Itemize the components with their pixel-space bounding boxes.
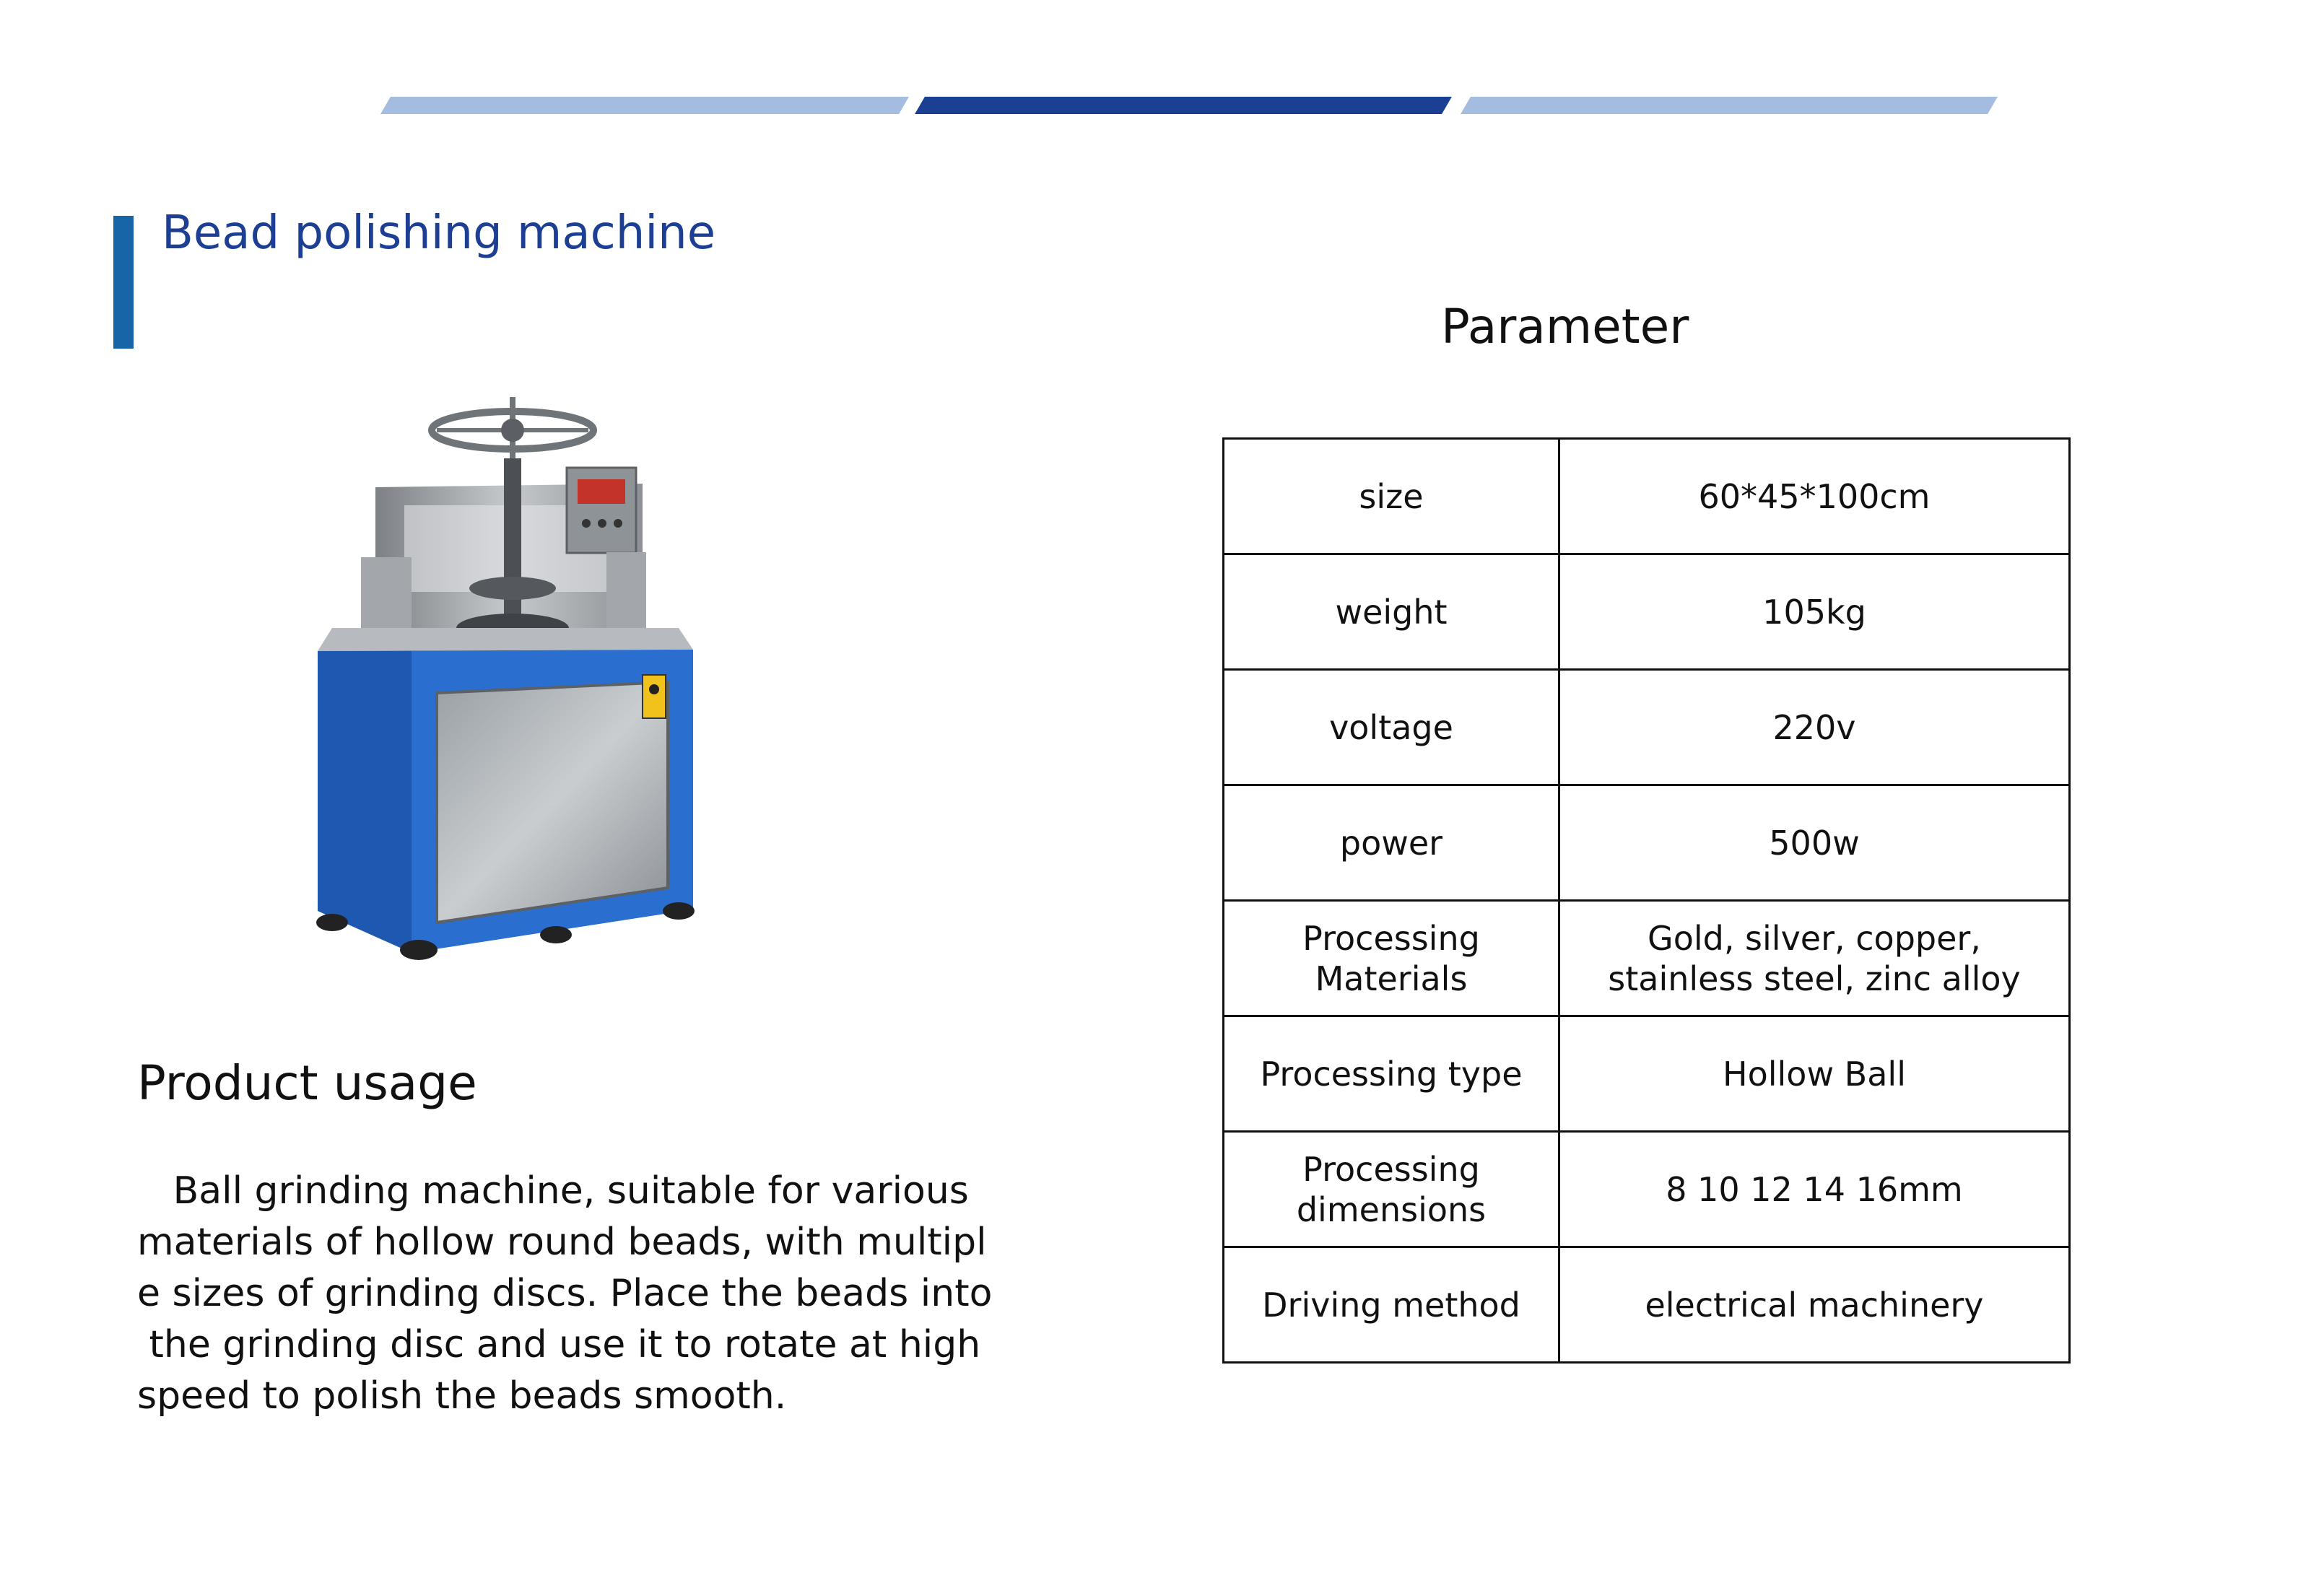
parameter-heading: Parameter (1441, 299, 1689, 354)
parameter-label: size (1224, 439, 1559, 554)
parameter-value: 60*45*100cm (1559, 439, 2070, 554)
product-usage-heading: Product usage (137, 1055, 477, 1111)
parameter-value: electrical machinery (1559, 1247, 2070, 1363)
parameter-label: weight (1224, 554, 1559, 670)
parameter-value: Gold, silver, copper, stainless steel, zinc alloy (1559, 901, 2070, 1016)
page-title: Bead polishing machine (162, 206, 716, 260)
product-usage-description: Ball grinding machine, suitable for various materials of hollow round beads, with multipl e sizes of grinding discs. Place the beads into the grinding disc and use it to rotate at high speed to polish the beads smooth. (137, 1169, 993, 1418)
parameter-label: Processing type (1224, 1016, 1559, 1132)
table-row (1224, 1132, 2070, 1247)
parameter-value: Hollow Ball (1559, 1016, 2070, 1132)
table-row (1224, 439, 2070, 554)
parameter-value: 105kg (1559, 554, 2070, 670)
decor-stripe-center (915, 97, 1452, 114)
title-accent-bar (113, 216, 134, 349)
table-row (1224, 1016, 2070, 1132)
parameter-label: Processing dimensions (1224, 1132, 1559, 1247)
parameter-label: Driving method (1224, 1247, 1559, 1363)
parameter-label: power (1224, 785, 1559, 901)
table-row (1224, 1247, 2070, 1363)
decor-stripe-right (1461, 97, 1998, 114)
parameter-value: 8 10 12 14 16mm (1559, 1132, 2070, 1247)
table-row (1224, 670, 2070, 785)
table-row (1224, 785, 2070, 901)
parameter-value: 220v (1559, 670, 2070, 785)
decor-stripe-left (380, 97, 909, 114)
parameter-label: voltage (1224, 670, 1559, 785)
table-row (1224, 901, 2070, 1016)
parameter-table (1222, 437, 2071, 1364)
table-row (1224, 554, 2070, 670)
parameter-value: 500w (1559, 785, 2070, 901)
machine-product-image (303, 390, 708, 960)
parameter-label: Processing Materials (1224, 901, 1559, 1016)
